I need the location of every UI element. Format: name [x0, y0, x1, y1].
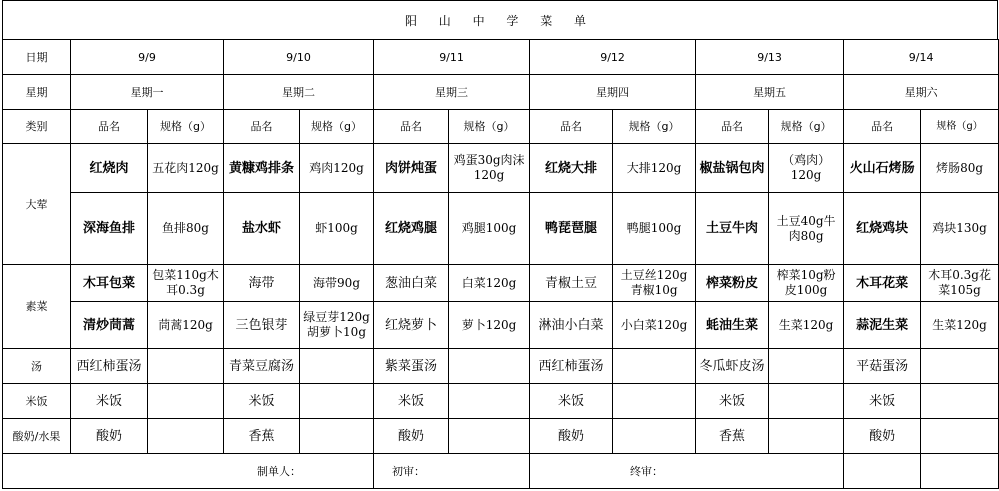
dish-spec: 土豆40g牛肉80g [769, 193, 844, 265]
dish-name: 红烧大排 [530, 144, 613, 193]
empty-cell [300, 419, 374, 454]
menu-sheet [2, 0, 998, 490]
dish-spec: 生菜120g [769, 302, 844, 349]
dish-name: 葱油白菜 [374, 265, 449, 302]
veg-row [3, 302, 999, 349]
date-row [3, 40, 999, 75]
dish-name: 淋油小白菜 [530, 302, 613, 349]
dish-spec: 绿豆芽120g 胡萝卜10g [303, 310, 370, 339]
rice-name: 米饭 [696, 384, 769, 419]
empty-cell [449, 349, 530, 384]
dish-name: 土豆牛肉 [696, 193, 769, 265]
yogurt-fruit-name: 酸奶 [530, 419, 613, 454]
veg-category-label: 素菜 [3, 265, 71, 349]
rice-name: 米饭 [844, 384, 921, 419]
final-review-cell [530, 454, 844, 489]
empty-cell [449, 419, 530, 454]
yogurt-fruit-name: 香蕉 [224, 419, 300, 454]
dish-spec: 大排120g [613, 144, 696, 193]
dish-spec-cell [300, 302, 374, 349]
empty-cell [921, 384, 999, 419]
date-cell: 9/9 [71, 40, 224, 75]
dish-spec: 海带90g [300, 265, 374, 302]
dish-name: 海带 [224, 265, 300, 302]
name-header: 品名 [530, 110, 613, 144]
yogurt-fruit-row [3, 419, 999, 454]
date-cell: 9/10 [224, 40, 374, 75]
date-cell: 9/12 [530, 40, 696, 75]
dish-name: 榨菜粉皮 [696, 265, 769, 302]
dish-name: 蒜泥生菜 [844, 302, 921, 349]
name-header: 品名 [71, 110, 148, 144]
dish-name: 蚝油生菜 [696, 302, 769, 349]
weekday-cell: 星期三 [374, 75, 530, 110]
weekday-cell: 星期二 [224, 75, 374, 110]
date-label: 日期 [3, 40, 71, 75]
dish-name: 深海鱼排 [71, 193, 148, 265]
weekday-cell: 星期五 [696, 75, 844, 110]
empty-cell [921, 349, 999, 384]
weekday-cell: 星期一 [71, 75, 224, 110]
empty-cell [613, 384, 696, 419]
dish-spec: 五花肉120g [148, 144, 224, 193]
dish-spec: 虾100g [300, 193, 374, 265]
yogurt-fruit-name: 酸奶 [844, 419, 921, 454]
empty-cell [844, 454, 921, 489]
dish-name: 鸭琵琶腿 [530, 193, 613, 265]
empty-cell [148, 349, 224, 384]
meat-row [3, 193, 999, 265]
empty-cell [613, 419, 696, 454]
weekday-label: 星期 [3, 75, 71, 110]
first-review-label: 初审： [392, 464, 426, 478]
weekday-cell: 星期六 [844, 75, 999, 110]
date-cell: 9/14 [844, 40, 999, 75]
empty-cell [769, 419, 844, 454]
dish-spec: 鸡块130g [921, 193, 999, 265]
soup-name: 西红柿蛋汤 [530, 349, 613, 384]
rice-name: 米饭 [71, 384, 148, 419]
soup-row [3, 349, 999, 384]
meat-row [3, 144, 999, 193]
soup-name: 冬瓜虾皮汤 [696, 349, 769, 384]
dish-name: 火山石烤肠 [844, 144, 921, 193]
menu-table [2, 39, 999, 489]
dish-name: 椒盐锅包肉 [696, 144, 769, 193]
soup-name: 青菜豆腐汤 [224, 349, 300, 384]
dish-name: 红烧鸡腿 [374, 193, 449, 265]
dish-spec: 鸭腿100g [613, 193, 696, 265]
dish-spec: 茼蒿120g [148, 302, 224, 349]
empty-cell [300, 349, 374, 384]
dish-name: 红烧萝卜 [374, 302, 449, 349]
dish-name: 木耳包菜 [71, 265, 148, 302]
dish-name: 三色银芽 [224, 302, 300, 349]
soup-name: 平菇蛋汤 [844, 349, 921, 384]
spec-header: 规格（g） [769, 110, 844, 144]
maker-cell [3, 454, 374, 489]
name-header: 品名 [224, 110, 300, 144]
yogurt-fruit-name: 酸奶 [374, 419, 449, 454]
empty-cell [148, 384, 224, 419]
name-header: 品名 [696, 110, 769, 144]
dish-name: 黄糠鸡排条 [224, 144, 300, 193]
final-review-label: 终审： [630, 464, 664, 478]
dish-name: 盐水虾 [224, 193, 300, 265]
veg-row [3, 265, 999, 302]
weekday-cell: 星期四 [530, 75, 696, 110]
dish-name: 红烧肉 [71, 144, 148, 193]
meat-category-label: 大荤 [3, 144, 71, 265]
empty-cell [769, 384, 844, 419]
signature-row [3, 454, 999, 489]
dish-spec: 鱼排80g [148, 193, 224, 265]
dish-spec: 土豆丝120g青椒10g [613, 265, 696, 302]
spec-header: 规格（g） [449, 110, 530, 144]
rice-category-label: 米饭 [3, 384, 71, 419]
dish-spec: 生菜120g [921, 302, 999, 349]
date-cell: 9/11 [374, 40, 530, 75]
category-label: 类别 [3, 110, 71, 144]
yogurt-fruit-category-label: 酸奶/水果 [3, 419, 71, 454]
dish-spec: 包菜110g木耳0.3g [148, 265, 224, 302]
soup-name: 紫菜蛋汤 [374, 349, 449, 384]
empty-cell [148, 419, 224, 454]
dish-spec: 榨菜10g粉皮100g [769, 265, 844, 302]
yogurt-fruit-name: 酸奶 [71, 419, 148, 454]
yogurt-fruit-name: 香蕉 [696, 419, 769, 454]
spec-header: 规格（g） [613, 110, 696, 144]
soup-category-label: 汤 [3, 349, 71, 384]
name-header: 品名 [374, 110, 449, 144]
empty-cell [921, 454, 999, 489]
dish-name: 肉饼炖蛋 [374, 144, 449, 193]
dish-spec: （鸡肉）120g [769, 144, 844, 193]
dish-spec: 烤肠80g [921, 144, 999, 193]
dish-name: 清炒茼蒿 [71, 302, 148, 349]
name-header: 品名 [844, 110, 921, 144]
rice-name: 米饭 [374, 384, 449, 419]
empty-cell [613, 349, 696, 384]
spec-header: 规格（g） [921, 110, 999, 144]
dish-name: 红烧鸡块 [844, 193, 921, 265]
dish-name: 木耳花菜 [844, 265, 921, 302]
empty-cell [300, 384, 374, 419]
dish-spec: 小白菜120g [613, 302, 696, 349]
dish-spec: 鸡蛋30g肉沫120g [449, 144, 530, 193]
soup-name: 西红柿蛋汤 [71, 349, 148, 384]
first-review-cell [374, 454, 530, 489]
dish-spec: 萝卜120g [449, 302, 530, 349]
maker-label: 制单人： [257, 464, 302, 478]
dish-spec: 鸡肉120g [300, 144, 374, 193]
empty-cell [449, 384, 530, 419]
date-cell: 9/13 [696, 40, 844, 75]
spec-header: 规格（g） [148, 110, 224, 144]
empty-cell [769, 349, 844, 384]
dish-spec: 木耳0.3g花菜105g [921, 265, 999, 302]
weekday-row [3, 75, 999, 110]
dish-spec: 白菜120g [449, 265, 530, 302]
rice-row [3, 384, 999, 419]
dish-name: 青椒土豆 [530, 265, 613, 302]
category-header-row [3, 110, 999, 144]
rice-name: 米饭 [224, 384, 300, 419]
menu-title: 阳 山 中 学 菜 单 [2, 0, 998, 40]
rice-name: 米饭 [530, 384, 613, 419]
spec-header: 规格（g） [300, 110, 374, 144]
empty-cell [921, 419, 999, 454]
dish-spec: 鸡腿100g [449, 193, 530, 265]
